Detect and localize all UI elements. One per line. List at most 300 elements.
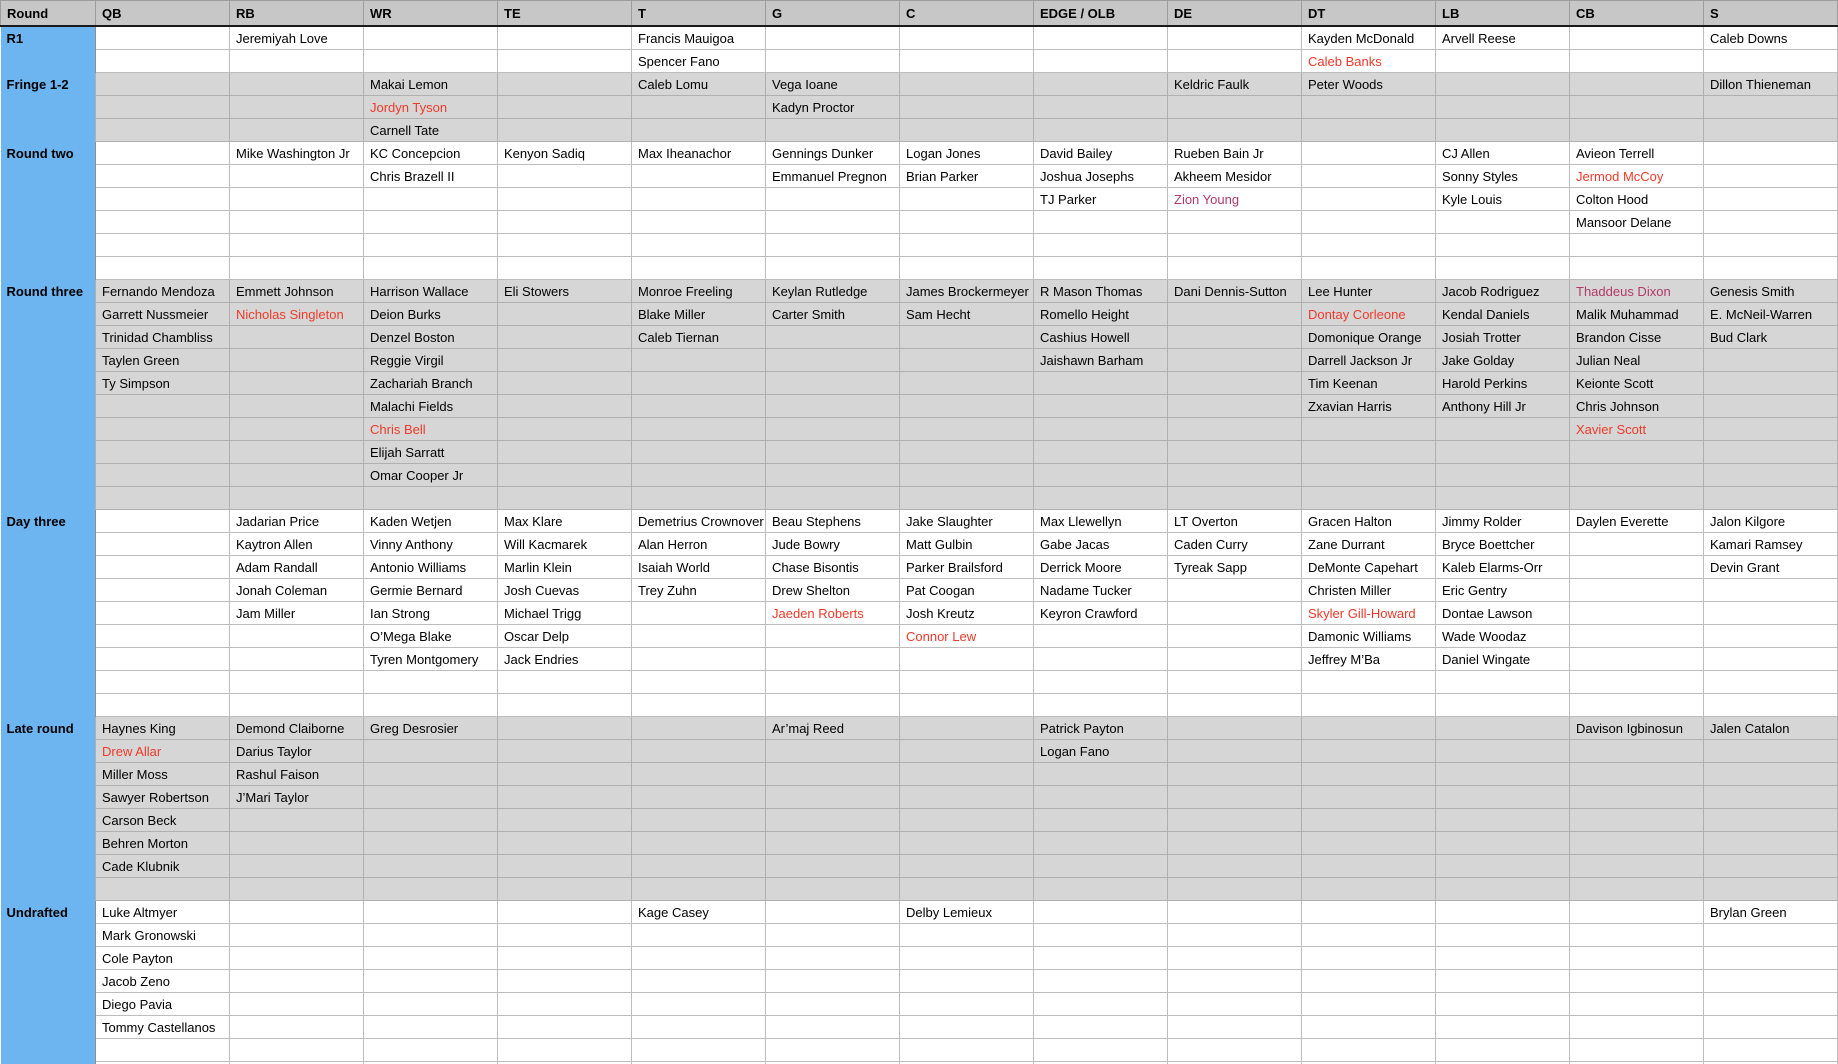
empty-cell[interactable] xyxy=(1704,211,1838,234)
empty-cell[interactable] xyxy=(498,671,632,694)
empty-cell[interactable] xyxy=(1168,418,1302,441)
empty-cell[interactable] xyxy=(766,418,900,441)
empty-cell[interactable] xyxy=(900,1016,1034,1039)
empty-cell[interactable] xyxy=(900,855,1034,878)
empty-cell[interactable] xyxy=(1570,96,1704,119)
empty-cell[interactable] xyxy=(498,50,632,73)
empty-cell[interactable] xyxy=(230,947,364,970)
empty-cell[interactable] xyxy=(498,740,632,763)
player-cell[interactable]: Darrell Jackson Jr xyxy=(1302,349,1436,372)
empty-cell[interactable] xyxy=(1436,924,1570,947)
empty-cell[interactable] xyxy=(230,349,364,372)
empty-cell[interactable] xyxy=(900,119,1034,142)
empty-cell[interactable] xyxy=(1302,786,1436,809)
player-cell[interactable]: Carson Beck xyxy=(96,809,230,832)
empty-cell[interactable] xyxy=(1168,50,1302,73)
empty-cell[interactable] xyxy=(766,50,900,73)
empty-cell[interactable] xyxy=(900,372,1034,395)
empty-cell[interactable] xyxy=(900,26,1034,50)
empty-cell[interactable] xyxy=(766,1039,900,1062)
empty-cell[interactable] xyxy=(1704,763,1838,786)
player-cell[interactable]: Jonah Coleman xyxy=(230,579,364,602)
player-cell[interactable]: Tyren Montgomery xyxy=(364,648,498,671)
empty-cell[interactable] xyxy=(1168,26,1302,50)
player-cell[interactable]: Kaden Wetjen xyxy=(364,510,498,533)
player-cell[interactable]: Bud Clark xyxy=(1704,326,1838,349)
empty-cell[interactable] xyxy=(230,1016,364,1039)
empty-cell[interactable] xyxy=(364,855,498,878)
empty-cell[interactable] xyxy=(632,349,766,372)
empty-cell[interactable] xyxy=(364,26,498,50)
player-cell[interactable]: Ar’maj Reed xyxy=(766,717,900,740)
empty-cell[interactable] xyxy=(1034,924,1168,947)
empty-cell[interactable] xyxy=(498,1016,632,1039)
column-header-rb[interactable]: RB xyxy=(230,1,364,27)
empty-cell[interactable] xyxy=(632,257,766,280)
round-column-spacer[interactable] xyxy=(1,372,96,395)
player-cell[interactable]: Rueben Bain Jr xyxy=(1168,142,1302,165)
empty-cell[interactable] xyxy=(1436,763,1570,786)
section-label-fringe-1-2[interactable]: Fringe 1-2 xyxy=(1,73,96,96)
empty-cell[interactable] xyxy=(1034,441,1168,464)
player-cell[interactable]: Luke Altmyer xyxy=(96,901,230,924)
player-cell[interactable]: Max Llewellyn xyxy=(1034,510,1168,533)
player-cell[interactable]: Emmett Johnson xyxy=(230,280,364,303)
empty-cell[interactable] xyxy=(632,464,766,487)
empty-cell[interactable] xyxy=(96,694,230,717)
player-cell[interactable]: Demond Claiborne xyxy=(230,717,364,740)
empty-cell[interactable] xyxy=(1570,257,1704,280)
player-cell[interactable]: Jaishawn Barham xyxy=(1034,349,1168,372)
empty-cell[interactable] xyxy=(498,326,632,349)
empty-cell[interactable] xyxy=(1436,740,1570,763)
player-cell[interactable]: Devin Grant xyxy=(1704,556,1838,579)
player-cell[interactable]: Michael Trigg xyxy=(498,602,632,625)
empty-cell[interactable] xyxy=(96,1039,230,1062)
empty-cell[interactable] xyxy=(364,740,498,763)
round-column-spacer[interactable] xyxy=(1,395,96,418)
empty-cell[interactable] xyxy=(230,970,364,993)
empty-cell[interactable] xyxy=(364,970,498,993)
empty-cell[interactable] xyxy=(96,211,230,234)
empty-cell[interactable] xyxy=(96,487,230,510)
empty-cell[interactable] xyxy=(230,855,364,878)
player-cell[interactable]: Romello Height xyxy=(1034,303,1168,326)
empty-cell[interactable] xyxy=(1570,855,1704,878)
empty-cell[interactable] xyxy=(498,188,632,211)
empty-cell[interactable] xyxy=(230,418,364,441)
player-cell[interactable]: Trinidad Chambliss xyxy=(96,326,230,349)
player-cell[interactable]: Darius Taylor xyxy=(230,740,364,763)
empty-cell[interactable] xyxy=(498,372,632,395)
empty-cell[interactable] xyxy=(1570,809,1704,832)
player-cell[interactable]: Kage Casey xyxy=(632,901,766,924)
empty-cell[interactable] xyxy=(1704,395,1838,418)
player-cell[interactable]: Jordyn Tyson xyxy=(364,96,498,119)
round-column-spacer[interactable] xyxy=(1,211,96,234)
empty-cell[interactable] xyxy=(230,188,364,211)
empty-cell[interactable] xyxy=(1034,234,1168,257)
player-cell[interactable]: Christen Miller xyxy=(1302,579,1436,602)
empty-cell[interactable] xyxy=(1570,1016,1704,1039)
empty-cell[interactable] xyxy=(632,855,766,878)
empty-cell[interactable] xyxy=(900,832,1034,855)
empty-cell[interactable] xyxy=(1436,487,1570,510)
empty-cell[interactable] xyxy=(498,763,632,786)
empty-cell[interactable] xyxy=(1168,487,1302,510)
empty-cell[interactable] xyxy=(1570,441,1704,464)
empty-cell[interactable] xyxy=(96,878,230,901)
player-cell[interactable]: Deion Burks xyxy=(364,303,498,326)
empty-cell[interactable] xyxy=(1704,602,1838,625)
empty-cell[interactable] xyxy=(1436,119,1570,142)
empty-cell[interactable] xyxy=(1570,487,1704,510)
player-cell[interactable]: Jam Miller xyxy=(230,602,364,625)
empty-cell[interactable] xyxy=(1436,234,1570,257)
player-cell[interactable]: Keldric Faulk xyxy=(1168,73,1302,96)
empty-cell[interactable] xyxy=(1570,878,1704,901)
empty-cell[interactable] xyxy=(632,740,766,763)
empty-cell[interactable] xyxy=(230,50,364,73)
round-column-spacer[interactable] xyxy=(1,763,96,786)
empty-cell[interactable] xyxy=(1436,832,1570,855)
empty-cell[interactable] xyxy=(1436,970,1570,993)
empty-cell[interactable] xyxy=(498,832,632,855)
empty-cell[interactable] xyxy=(96,441,230,464)
empty-cell[interactable] xyxy=(1168,372,1302,395)
player-cell[interactable]: Jalen Catalon xyxy=(1704,717,1838,740)
player-cell[interactable]: Cole Payton xyxy=(96,947,230,970)
empty-cell[interactable] xyxy=(632,809,766,832)
round-column-spacer[interactable] xyxy=(1,878,96,901)
empty-cell[interactable] xyxy=(96,142,230,165)
empty-cell[interactable] xyxy=(1570,924,1704,947)
empty-cell[interactable] xyxy=(1704,234,1838,257)
empty-cell[interactable] xyxy=(766,119,900,142)
empty-cell[interactable] xyxy=(1034,855,1168,878)
empty-cell[interactable] xyxy=(632,188,766,211)
empty-cell[interactable] xyxy=(1168,326,1302,349)
player-cell[interactable]: Carter Smith xyxy=(766,303,900,326)
player-cell[interactable]: Jeremiyah Love xyxy=(230,26,364,50)
round-column-spacer[interactable] xyxy=(1,832,96,855)
empty-cell[interactable] xyxy=(1704,970,1838,993)
player-cell[interactable]: Chris Johnson xyxy=(1570,395,1704,418)
player-cell[interactable]: Kamari Ramsey xyxy=(1704,533,1838,556)
player-cell[interactable]: CJ Allen xyxy=(1436,142,1570,165)
empty-cell[interactable] xyxy=(96,533,230,556)
player-cell[interactable]: Eric Gentry xyxy=(1436,579,1570,602)
player-cell[interactable]: Wade Woodaz xyxy=(1436,625,1570,648)
empty-cell[interactable] xyxy=(1034,970,1168,993)
empty-cell[interactable] xyxy=(900,648,1034,671)
empty-cell[interactable] xyxy=(900,349,1034,372)
player-cell[interactable]: Chris Brazell II xyxy=(364,165,498,188)
player-cell[interactable]: Jake Slaughter xyxy=(900,510,1034,533)
empty-cell[interactable] xyxy=(1436,786,1570,809)
empty-cell[interactable] xyxy=(1570,763,1704,786)
empty-cell[interactable] xyxy=(1704,855,1838,878)
player-cell[interactable]: Nicholas Singleton xyxy=(230,303,364,326)
player-cell[interactable]: Isaiah World xyxy=(632,556,766,579)
empty-cell[interactable] xyxy=(498,970,632,993)
empty-cell[interactable] xyxy=(766,441,900,464)
empty-cell[interactable] xyxy=(1034,418,1168,441)
player-cell[interactable]: Spencer Fano xyxy=(632,50,766,73)
empty-cell[interactable] xyxy=(900,50,1034,73)
empty-cell[interactable] xyxy=(230,878,364,901)
player-cell[interactable]: Fernando Mendoza xyxy=(96,280,230,303)
player-cell[interactable]: Keylan Rutledge xyxy=(766,280,900,303)
empty-cell[interactable] xyxy=(766,694,900,717)
empty-cell[interactable] xyxy=(1168,947,1302,970)
player-cell[interactable]: Max Klare xyxy=(498,510,632,533)
empty-cell[interactable] xyxy=(498,947,632,970)
empty-cell[interactable] xyxy=(766,786,900,809)
empty-cell[interactable] xyxy=(632,717,766,740)
player-cell[interactable]: Sonny Styles xyxy=(1436,165,1570,188)
empty-cell[interactable] xyxy=(96,556,230,579)
empty-cell[interactable] xyxy=(230,901,364,924)
empty-cell[interactable] xyxy=(1570,1039,1704,1062)
column-header-de[interactable]: DE xyxy=(1168,1,1302,27)
empty-cell[interactable] xyxy=(632,234,766,257)
round-column-spacer[interactable] xyxy=(1,694,96,717)
empty-cell[interactable] xyxy=(1302,142,1436,165)
round-column-spacer[interactable] xyxy=(1,119,96,142)
empty-cell[interactable] xyxy=(766,487,900,510)
empty-cell[interactable] xyxy=(1034,464,1168,487)
empty-cell[interactable] xyxy=(900,970,1034,993)
empty-cell[interactable] xyxy=(498,73,632,96)
round-column-spacer[interactable] xyxy=(1,326,96,349)
empty-cell[interactable] xyxy=(900,211,1034,234)
player-cell[interactable]: Gennings Dunker xyxy=(766,142,900,165)
empty-cell[interactable] xyxy=(1168,993,1302,1016)
empty-cell[interactable] xyxy=(900,763,1034,786)
empty-cell[interactable] xyxy=(1034,901,1168,924)
empty-cell[interactable] xyxy=(96,464,230,487)
empty-cell[interactable] xyxy=(766,878,900,901)
empty-cell[interactable] xyxy=(1302,1016,1436,1039)
empty-cell[interactable] xyxy=(364,257,498,280)
empty-cell[interactable] xyxy=(1704,1016,1838,1039)
empty-cell[interactable] xyxy=(364,924,498,947)
empty-cell[interactable] xyxy=(1034,993,1168,1016)
empty-cell[interactable] xyxy=(1168,349,1302,372)
empty-cell[interactable] xyxy=(498,993,632,1016)
player-cell[interactable]: Harrison Wallace xyxy=(364,280,498,303)
player-cell[interactable]: Ty Simpson xyxy=(96,372,230,395)
empty-cell[interactable] xyxy=(1034,947,1168,970)
empty-cell[interactable] xyxy=(498,694,632,717)
empty-cell[interactable] xyxy=(498,809,632,832)
empty-cell[interactable] xyxy=(766,349,900,372)
empty-cell[interactable] xyxy=(1704,1039,1838,1062)
player-cell[interactable]: Alan Herron xyxy=(632,533,766,556)
player-cell[interactable]: R Mason Thomas xyxy=(1034,280,1168,303)
column-header-lb[interactable]: LB xyxy=(1436,1,1570,27)
column-header-cb[interactable]: CB xyxy=(1570,1,1704,27)
round-column-spacer[interactable] xyxy=(1,924,96,947)
player-cell[interactable]: Kaytron Allen xyxy=(230,533,364,556)
player-cell[interactable]: Josh Cuevas xyxy=(498,579,632,602)
player-cell[interactable]: O’Mega Blake xyxy=(364,625,498,648)
player-cell[interactable]: Jalon Kilgore xyxy=(1704,510,1838,533)
player-cell[interactable]: Derrick Moore xyxy=(1034,556,1168,579)
empty-cell[interactable] xyxy=(1168,648,1302,671)
empty-cell[interactable] xyxy=(900,993,1034,1016)
empty-cell[interactable] xyxy=(1704,809,1838,832)
empty-cell[interactable] xyxy=(900,878,1034,901)
player-cell[interactable]: Dani Dennis-Sutton xyxy=(1168,280,1302,303)
round-column-spacer[interactable] xyxy=(1,464,96,487)
player-cell[interactable]: Caleb Downs xyxy=(1704,26,1838,50)
empty-cell[interactable] xyxy=(1570,50,1704,73)
empty-cell[interactable] xyxy=(900,441,1034,464)
empty-cell[interactable] xyxy=(1570,786,1704,809)
empty-cell[interactable] xyxy=(766,26,900,50)
empty-cell[interactable] xyxy=(364,832,498,855)
empty-cell[interactable] xyxy=(1704,487,1838,510)
player-cell[interactable]: Chris Bell xyxy=(364,418,498,441)
empty-cell[interactable] xyxy=(1034,1016,1168,1039)
empty-cell[interactable] xyxy=(364,1016,498,1039)
empty-cell[interactable] xyxy=(1302,119,1436,142)
empty-cell[interactable] xyxy=(1168,303,1302,326)
player-cell[interactable]: Demetrius Crownover xyxy=(632,510,766,533)
player-cell[interactable]: Daniel Wingate xyxy=(1436,648,1570,671)
player-cell[interactable]: Jake Golday xyxy=(1436,349,1570,372)
empty-cell[interactable] xyxy=(230,1039,364,1062)
empty-cell[interactable] xyxy=(1570,119,1704,142)
empty-cell[interactable] xyxy=(1436,418,1570,441)
round-column-spacer[interactable] xyxy=(1,349,96,372)
empty-cell[interactable] xyxy=(364,763,498,786)
empty-cell[interactable] xyxy=(1034,26,1168,50)
player-cell[interactable]: Kendal Daniels xyxy=(1436,303,1570,326)
player-cell[interactable]: Vinny Anthony xyxy=(364,533,498,556)
empty-cell[interactable] xyxy=(1704,740,1838,763)
round-column-spacer[interactable] xyxy=(1,855,96,878)
player-cell[interactable]: Connor Lew xyxy=(900,625,1034,648)
round-column-spacer[interactable] xyxy=(1,602,96,625)
empty-cell[interactable] xyxy=(1034,1039,1168,1062)
round-column-spacer[interactable] xyxy=(1,50,96,73)
column-header-qb[interactable]: QB xyxy=(96,1,230,27)
player-cell[interactable]: Vega Ioane xyxy=(766,73,900,96)
empty-cell[interactable] xyxy=(900,188,1034,211)
player-cell[interactable]: Xavier Scott xyxy=(1570,418,1704,441)
empty-cell[interactable] xyxy=(1704,96,1838,119)
empty-cell[interactable] xyxy=(1302,464,1436,487)
player-cell[interactable]: Logan Fano xyxy=(1034,740,1168,763)
empty-cell[interactable] xyxy=(1302,740,1436,763)
player-cell[interactable]: Drew Allar xyxy=(96,740,230,763)
empty-cell[interactable] xyxy=(766,832,900,855)
empty-cell[interactable] xyxy=(1168,970,1302,993)
empty-cell[interactable] xyxy=(498,395,632,418)
empty-cell[interactable] xyxy=(900,809,1034,832)
empty-cell[interactable] xyxy=(632,648,766,671)
player-cell[interactable]: Dontay Corleone xyxy=(1302,303,1436,326)
column-header-wr[interactable]: WR xyxy=(364,1,498,27)
round-column-spacer[interactable] xyxy=(1,96,96,119)
empty-cell[interactable] xyxy=(498,786,632,809)
round-column-spacer[interactable] xyxy=(1,418,96,441)
player-cell[interactable]: Mike Washington Jr xyxy=(230,142,364,165)
empty-cell[interactable] xyxy=(1168,809,1302,832)
empty-cell[interactable] xyxy=(1436,50,1570,73)
empty-cell[interactable] xyxy=(96,96,230,119)
player-cell[interactable]: Jeffrey M’Ba xyxy=(1302,648,1436,671)
player-cell[interactable]: Josh Kreutz xyxy=(900,602,1034,625)
empty-cell[interactable] xyxy=(1302,671,1436,694)
empty-cell[interactable] xyxy=(900,326,1034,349)
empty-cell[interactable] xyxy=(1168,901,1302,924)
empty-cell[interactable] xyxy=(1570,579,1704,602)
empty-cell[interactable] xyxy=(96,395,230,418)
empty-cell[interactable] xyxy=(1436,855,1570,878)
player-cell[interactable]: Nadame Tucker xyxy=(1034,579,1168,602)
section-label-late-round[interactable]: Late round xyxy=(1,717,96,740)
player-cell[interactable]: Haynes King xyxy=(96,717,230,740)
empty-cell[interactable] xyxy=(498,211,632,234)
empty-cell[interactable] xyxy=(632,924,766,947)
round-column-spacer[interactable] xyxy=(1,947,96,970)
empty-cell[interactable] xyxy=(1704,188,1838,211)
player-cell[interactable]: Max Iheanachor xyxy=(632,142,766,165)
empty-cell[interactable] xyxy=(1436,878,1570,901)
player-cell[interactable]: Miller Moss xyxy=(96,763,230,786)
empty-cell[interactable] xyxy=(1302,717,1436,740)
empty-cell[interactable] xyxy=(1302,418,1436,441)
empty-cell[interactable] xyxy=(1168,832,1302,855)
empty-cell[interactable] xyxy=(1704,648,1838,671)
round-column-spacer[interactable] xyxy=(1,234,96,257)
empty-cell[interactable] xyxy=(1168,924,1302,947)
empty-cell[interactable] xyxy=(632,441,766,464)
empty-cell[interactable] xyxy=(230,441,364,464)
empty-cell[interactable] xyxy=(1436,73,1570,96)
player-cell[interactable]: Blake Miller xyxy=(632,303,766,326)
player-cell[interactable]: Carnell Tate xyxy=(364,119,498,142)
empty-cell[interactable] xyxy=(1168,234,1302,257)
empty-cell[interactable] xyxy=(1168,96,1302,119)
empty-cell[interactable] xyxy=(766,855,900,878)
player-cell[interactable]: Jaeden Roberts xyxy=(766,602,900,625)
player-cell[interactable]: Jack Endries xyxy=(498,648,632,671)
empty-cell[interactable] xyxy=(766,257,900,280)
player-cell[interactable]: Emmanuel Pregnon xyxy=(766,165,900,188)
empty-cell[interactable] xyxy=(1034,694,1168,717)
section-label-round-two[interactable]: Round two xyxy=(1,142,96,165)
empty-cell[interactable] xyxy=(766,993,900,1016)
empty-cell[interactable] xyxy=(1302,924,1436,947)
empty-cell[interactable] xyxy=(766,740,900,763)
empty-cell[interactable] xyxy=(230,809,364,832)
empty-cell[interactable] xyxy=(1168,763,1302,786)
empty-cell[interactable] xyxy=(632,947,766,970)
player-cell[interactable]: LT Overton xyxy=(1168,510,1302,533)
empty-cell[interactable] xyxy=(900,418,1034,441)
player-cell[interactable]: Behren Morton xyxy=(96,832,230,855)
empty-cell[interactable] xyxy=(498,1039,632,1062)
empty-cell[interactable] xyxy=(1034,878,1168,901)
column-header-t[interactable]: T xyxy=(632,1,766,27)
empty-cell[interactable] xyxy=(230,395,364,418)
empty-cell[interactable] xyxy=(1034,73,1168,96)
